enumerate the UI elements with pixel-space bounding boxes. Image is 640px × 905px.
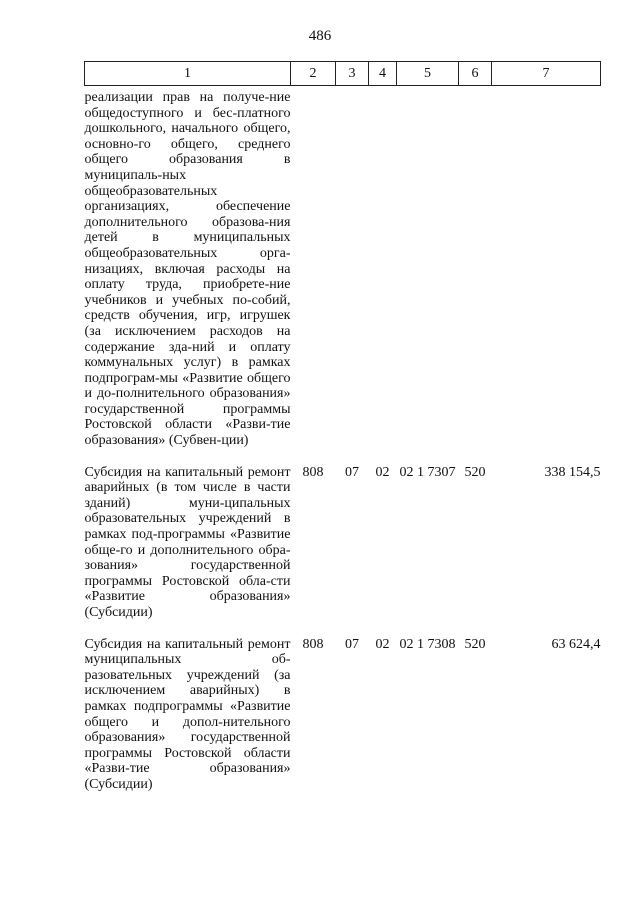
row-code: 808 xyxy=(302,636,324,652)
row-type: 520 xyxy=(464,636,486,652)
row-code xyxy=(291,86,336,449)
row-section: 07 xyxy=(345,464,359,480)
table-row xyxy=(85,465,601,621)
row-type xyxy=(459,86,492,449)
row-description: реализации прав на получе-ние общедоступного и бес-платного дошкольного, начального общего, основно-го общего, среднего общего образования в муниципаль-ных общеобразовательных организациях, обеспечение дополнительного образова-ния детей в муниципальных общеобразовательных орга-низациях, включая расходы на оплату труда, приобрете-ние учебников и учебных по-собий, средств обучения, игр, игрушек (за исключением расходов на содержание зда-ний и оплату коммунальных услуг) в рамках подпрограм-мы «Развитие общего и до-полнительного образования» государственной программы Ростовской области «Разви-тие образования» (Субвен-ции) xyxy=(84,90,291,449)
page-number: 486 xyxy=(308,28,332,44)
row-target xyxy=(397,86,459,449)
budget-table xyxy=(84,61,601,793)
column-header-2: 2 xyxy=(291,62,336,86)
row-type: 520 xyxy=(464,464,486,480)
row-section xyxy=(336,86,369,449)
table-row xyxy=(85,637,601,793)
row-description: Субсидия на капитальный ремонт аварийных (в том числе в части зданий) муни-ципальных образовательных учреждений в рамках под-программы «Развитие обще-го и дополнительного обра-зования» государственной программы Ростовской обла-сти «Развитие образования» (Субсидии) xyxy=(84,464,291,620)
column-header-4: 4 xyxy=(369,62,397,86)
row-section: 07 xyxy=(345,636,359,652)
column-header-1: 1 xyxy=(85,62,291,86)
row-subsection: 02 xyxy=(375,636,390,652)
row-amount: 338 154,5 xyxy=(544,464,601,480)
column-header-5: 5 xyxy=(397,62,459,86)
column-header-7: 7 xyxy=(492,62,601,86)
header-row xyxy=(85,62,601,86)
column-header-6: 6 xyxy=(459,62,492,86)
row-amount xyxy=(492,86,601,449)
row-description: Субсидия на капитальный ремонт муниципальных об-разовательных учреждений (за исключением аварийных) в рамках подпрограммы «Развитие общего и допол-нительного образования» государственной программы Ростовской области «Разви-тие образования» (Субсидии) xyxy=(84,636,291,792)
row-subsection xyxy=(369,86,397,449)
row-code: 808 xyxy=(302,464,324,480)
row-amount: 63 624,4 xyxy=(551,636,601,652)
row-target: 02 1 7308 xyxy=(399,636,456,652)
row-subsection: 02 xyxy=(375,464,390,480)
table-row xyxy=(85,86,601,449)
row-target: 02 1 7307 xyxy=(399,464,456,480)
column-header-3: 3 xyxy=(336,62,369,86)
